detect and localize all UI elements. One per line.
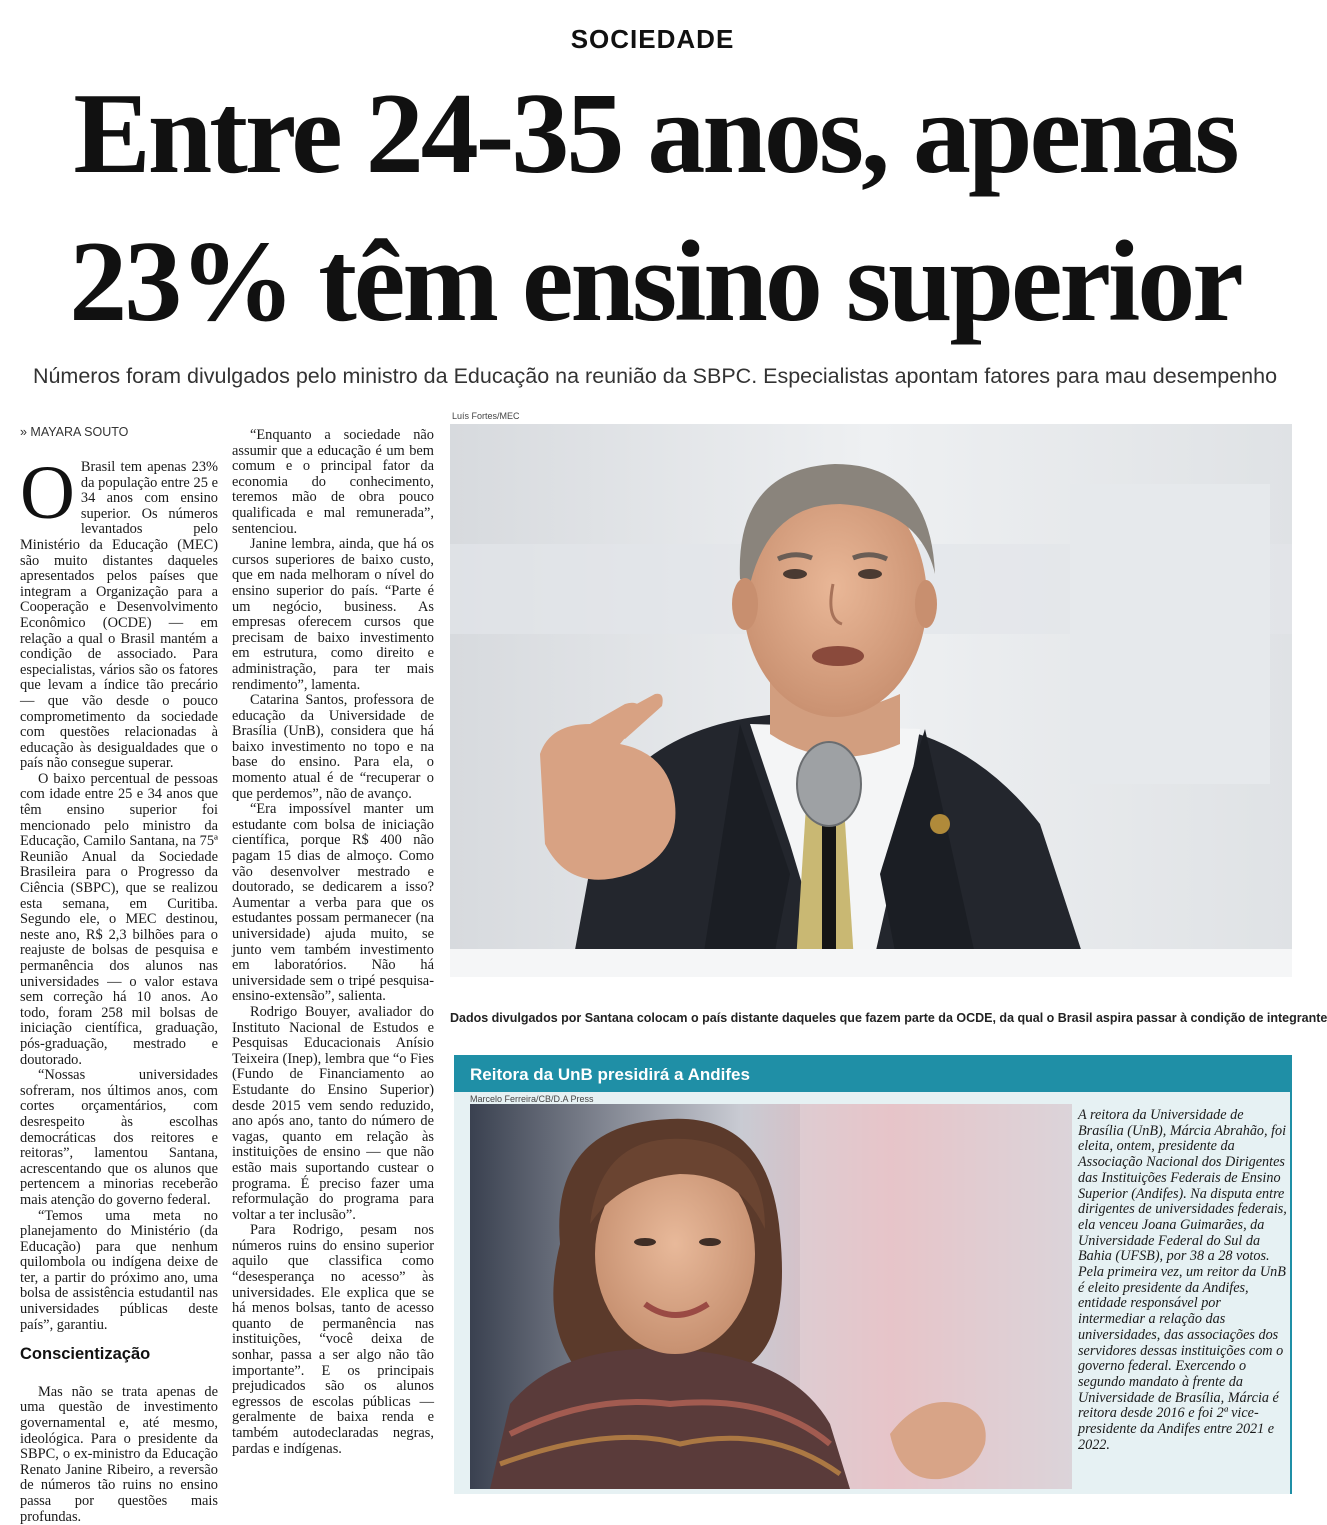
article-subtitle: Conscientização <box>20 1345 151 1364</box>
article-paragraph: “Nossas universidades sofreram, nos últimos anos, com cortes orçamentários, com desrespeito às escolhas democráticas dos reitores e reitoras”, lamentou Santana, acrescentando que os alunos que pertencem a minorias receberão mais atenção do governo federal. <box>20 1067 218 1208</box>
article-paragraph: Rodrigo Bouyer, avaliador do Instituto Nacional de Estudos e Pesquisas Educacionais Anísio Teixeira (Inep), lembra que “o Fies (Fundo de Financiamento ao Estudante do Ensino Superior) desde 2015 vem sendo reduzido, ano após ano, tanto do número de vagas, quanto em relação às instituições de ensino — que não estão mais suportando custear o programa. É preciso fazer uma reformulação do programa para voltar a ter inclusão”. <box>232 1003 434 1223</box>
byline: » MAYARA SOUTO <box>20 425 129 439</box>
article-column-1 <box>20 451 218 1525</box>
article-paragraph: Mas não se trata apenas de uma questão de investimento governamental e, até mesmo, ideológica. Para o presidente da SBPC, o ex-ministro da Educação Renato Janine Ribeiro, a reversão de números tão ruins no ensino passa por questões mais profundas. <box>20 1383 218 1525</box>
minister-illustration <box>450 424 1292 977</box>
section-tag: SOCIEDADE <box>570 24 735 54</box>
article-paragraph: “Temos uma meta no planejamento do Ministério (da Educação) para que nenhum quilombola ou indígena deixe de ter, a partir do próximo ano, uma bolsa de assistência estudantil nas universidades públicas deste país”, garantiu. <box>20 1207 218 1333</box>
photo-credit: Marcelo Ferreira/CB/D.A Press <box>470 1094 594 1104</box>
photo-caption: Dados divulgados por Santana colocam o país distante daqueles que fazem parte da OCDE, da qual o Brasil aspira passar à condição de integrante <box>450 1011 1327 1025</box>
sidebar-box-border <box>1290 1092 1292 1494</box>
article-paragraph: O baixo percentual de pessoas com idade entre 25 e 34 anos que têm ensino superior foi mencionado pelo ministro da Educação, Camilo Santana, na 75ª Reunião Anual da Sociedade Brasileira para o Progresso da Ciência (SBPC), que se realizou esta semana, em Curitiba. Segundo ele, o MEC destinou, neste ano, R$ 2,3 bilhões para o reajuste de bolsas de pesquisa e permanência dos alunos nas universidades — o valor estava sem correção há 10 anos. Ao todo, foram 258 mil bolsas de iniciação científica, graduação, pós-graduação, mestrado e doutorado. <box>20 770 218 1068</box>
sidebar-box-title: Reitora da UnB presidirá a Andifes <box>454 1060 1292 1092</box>
article-paragraph: “Era impossível manter um estudante com bolsa de iniciação científica, porque R$ 400 não pagam 15 dias de almoço. Como vão desenvolver mestrado e doutorado, se dedicarem a isso? Aumentar a verba para que os estudantes possam permanecer (na universidade) ajuda muito, se junto vem também investimento em laboratórios. Não há universidade sem o tripé pesquisa-ensino-extensão”, salienta. <box>232 801 434 1005</box>
article-column-2 <box>232 428 434 1483</box>
subheadline: Números foram divulgados pelo ministro da Educação na reunião da SBPC. Especialistas apontam fatores para mau desempenho <box>32 364 1278 388</box>
article-paragraph: Catarina Santos, professora de educação da Universidade de Brasília (UnB), considera que há baixo investimento no topo e na base do ensino. Para ela, o momento atual é de “recuperar o que perdemos”, não de avanço. <box>232 692 434 802</box>
article-paragraph: Para Rodrigo, pesam nos números ruins do ensino superior aquilo que classifica como “desesperança no acesso” às universidades. Ele explica que se há menos bolsas, tanto de acesso quanto de permanência nas instituições, “você deixa de sonhar, passa a ser algo não tão importante”. E os principais prejudicados são os alunos egressos de escolas públicas — geralmente de baixa renda e também autodeclaradas negras, pardas e indígenas. <box>232 1222 434 1457</box>
article-paragraph: “Enquanto a sociedade não assumir que a educação é um bem comum e o principal fator da economia do conhecimento, teremos mão de obra pouco qualificada e mal remunerada”, sentenciou. <box>232 427 434 537</box>
sidebar-box-text: A reitora da Universidade de Brasília (UnB), Márcia Abrahão, foi eleita, ontem, presidente da Associação Nacional dos Dirigentes das Instituições Federais de Ensino Superior (Andifes). Na disputa entre dirigentes de universidades federais, ela venceu Joana Guimarães, da Universidade Federal do Sul da Bahia (UFSB), por 38 a 28 votos. Pela primeira vez, um reitor da UnB é eleito presidente da Andifes, entidade responsável por intermediar a relação das universidades, das associações dos servidores dessas instituições com o governo federal. Exercendo o segundo mandato à frente da Universidade de Brasília, Márcia é reitora desde 2016 e foi 2ª vice-presidente da Andifes entre 2021 e 2022. <box>1078 1107 1287 1453</box>
headline-line-2: 23% têm ensino superior <box>69 218 1241 346</box>
headline-line-1: Entre 24-35 anos, apenas <box>73 70 1237 198</box>
rector-photo <box>470 1104 1072 1489</box>
article-paragraph: Janine lembra, ainda, que há os cursos superiores de baixo custo, que em nada melhoram o nível do ensino superior do país. “Parte é um negócio, business. As empresas oferecem cursos que precisam de baixo investimento em estrutura, como direito e administração, para ter mais rendimento”, lamenta. <box>232 536 434 693</box>
minister-photo <box>450 424 1292 977</box>
photo-credit: Luís Fortes/MEC <box>452 411 520 421</box>
rector-illustration <box>470 1104 1072 1489</box>
article-paragraph: O Brasil tem apenas 23% da população entre 25 e 34 anos com ensino superior. Os números levantados pelo Ministério da Educação (MEC) são muito distantes daqueles apresentados pelos países que integram a Organização para a Cooperação e Desenvolvimento Econômico (OCDE) — em relação a qual o Brasil mantém a condição de associado. Para especialistas, vários são os fatores que levam a índice tão precário — que vão desde o pouco comprometimento da sociedade com questões relacionadas à educação às desigualdades que o país não consegue superar. <box>20 451 218 772</box>
headline <box>20 60 1290 356</box>
drop-cap: O <box>20 451 75 535</box>
